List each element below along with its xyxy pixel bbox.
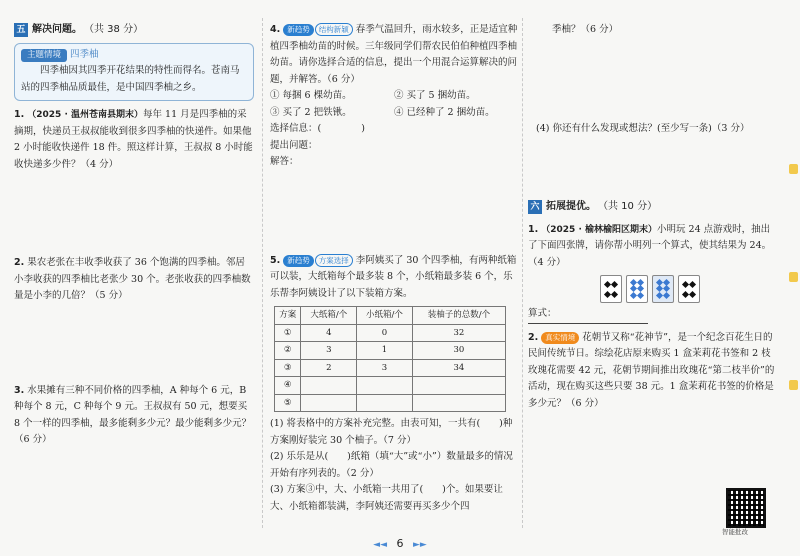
trend-tag: 新趋势 xyxy=(283,24,314,36)
column-header: 小纸箱/个 xyxy=(357,307,413,325)
table-cell-blank[interactable] xyxy=(412,394,505,412)
section-5-number: 五 xyxy=(14,23,28,37)
ask-label: 提出问题： xyxy=(270,139,318,151)
table-header-row xyxy=(275,307,506,325)
table-cell: ⑤ xyxy=(275,394,301,412)
playing-card-club-5 xyxy=(678,275,700,303)
section-6-header xyxy=(528,199,778,216)
select-close: ) xyxy=(361,123,365,134)
question-3 xyxy=(14,383,254,449)
table-cell: ④ xyxy=(275,377,301,395)
side-tab-marker xyxy=(789,164,798,174)
real-context-tag: 真实情境 xyxy=(541,332,579,344)
table-cell-blank[interactable] xyxy=(301,377,357,395)
answer-space[interactable] xyxy=(14,305,254,377)
side-tab-marker xyxy=(789,380,798,390)
question-5 xyxy=(270,253,518,516)
table-cell-blank[interactable] xyxy=(357,377,413,395)
question-number: 2. xyxy=(528,331,539,343)
section-5-title: 解决问题。 xyxy=(32,24,82,35)
info-options xyxy=(270,88,518,121)
sub-question-1: (1) 将表格中的方案补充完整。由表可知，一共有( )种方案刚好装完 30 个柚子。（7 分） xyxy=(270,418,513,446)
question-6-1 xyxy=(528,222,778,324)
question-text: 果农老张在丰收季收获了 36 个饱满的四季柚。邻居小李收获的四季柚比老张少 30 个。老张收获的四季柚数量是小李的几倍？（5 分） xyxy=(14,257,251,301)
table-cell: 4 xyxy=(301,324,357,342)
playing-card-spade-4 xyxy=(600,275,622,303)
prev-page-icon[interactable]: ◄◄ xyxy=(373,540,387,550)
table-cell: 3 xyxy=(357,359,413,377)
next-page-icon[interactable]: ►► xyxy=(413,540,427,550)
theme-title: 四季柚 xyxy=(70,48,99,60)
question-number: 1. xyxy=(528,223,539,235)
table-cell: ① xyxy=(275,324,301,342)
question-text: 春季气温回升，雨水较多，正是适宜种植四季柚幼苗的时候。三年级同学们帮农民伯伯种植四季柚幼苗。请你选择合适的信息，提出一个用混合运算解决的问题，并解答。（6 分） xyxy=(270,24,518,85)
question-source: （2025 · 温州苍南县期末） xyxy=(27,110,144,120)
question-text: 小明玩 24 点游戏时，抽出了下面四张牌，请你帮小明列一个算式，使其结果为 24。（4 分） xyxy=(528,223,772,268)
question-text: 每年 11 月是四季柚的采摘期，快递员王叔叔能收到很多四季柚的快递件。如果他 2 小时能收快递件 18 件。照这样计算，王叔叔 8 小时能收快递多少件？（4 分） xyxy=(14,109,253,170)
select-line xyxy=(270,121,518,138)
column-divider xyxy=(522,18,524,528)
table-cell-blank[interactable] xyxy=(357,394,413,412)
question-text: 李阿姨买了 30 个四季柚，有两种纸箱可以装，大纸箱每个最多装 8 个，小纸箱最多装 6 个，乐乐帮李阿姨设计了以下装箱方案。 xyxy=(270,254,517,299)
column-header: 大纸箱/个 xyxy=(301,307,357,325)
section-5-score: （共 38 分） xyxy=(84,24,144,35)
question-4 xyxy=(270,22,518,171)
column-divider xyxy=(262,18,264,528)
table-cell: 32 xyxy=(412,324,505,342)
qr-code[interactable] xyxy=(726,488,766,528)
playing-card-diamond-6 xyxy=(652,275,674,303)
question-2 xyxy=(14,255,254,305)
question-1 xyxy=(14,107,254,173)
middle-column xyxy=(270,22,518,515)
question-number: 4. xyxy=(270,24,281,35)
playing-cards xyxy=(600,275,778,303)
theme-label: 主题情境 xyxy=(21,49,67,62)
table-row xyxy=(275,394,506,412)
info-option: ① 每捆 6 棵幼苗。 xyxy=(270,90,352,101)
table-cell: 30 xyxy=(412,342,505,360)
question-6-2 xyxy=(528,330,778,413)
answer-space[interactable] xyxy=(270,171,518,247)
page-footer xyxy=(0,537,800,550)
table-cell: 3 xyxy=(301,342,357,360)
table-row xyxy=(275,324,506,342)
table-cell: 0 xyxy=(357,324,413,342)
formula-line[interactable] xyxy=(528,306,648,324)
question-number: 1. xyxy=(14,109,25,120)
question-source: （2025 · 榆林榆阳区期末） xyxy=(541,224,658,235)
sub-question-3: (3) 方案③中，大、小纸箱一共用了( )个。如果要让大、小纸箱都装满，李阿姨还需要再买多少个四 xyxy=(270,484,503,512)
info-option: ④ 已经种了 2 捆幼苗。 xyxy=(394,106,495,118)
table-row xyxy=(275,342,506,360)
trend-tag: 新趋势 xyxy=(283,255,314,267)
sub-question-3-continued: 季柚？（6 分） xyxy=(552,24,619,35)
table-cell: ③ xyxy=(275,359,301,377)
type-tag: 结构新颖 xyxy=(315,23,353,36)
page-number: 6 xyxy=(396,537,404,550)
right-column xyxy=(528,22,778,412)
section-6-title: 拓展提优。 xyxy=(546,201,596,212)
question-text: 水果摊有三种不同价格的四季柚，A 种每个 6 元，B 种每个 8 元，C 种每个 9 元。王叔叔有 50 元，想要买 8 个一样的四季柚，最多能剩多少元？最少能剩多少元？（6 分） xyxy=(14,384,252,445)
theme-box xyxy=(14,43,254,102)
section-6-score: （共 10 分） xyxy=(598,201,658,212)
table-cell: ② xyxy=(275,342,301,360)
sub-question-4: (4) 你还有什么发现或想法？(至少写一条)（3 分） xyxy=(536,122,750,134)
question-number: 2. xyxy=(14,257,25,268)
table-cell: 1 xyxy=(357,342,413,360)
section-5-header xyxy=(14,22,254,39)
info-option: ③ 买了 2 把铁锹。 xyxy=(270,106,352,118)
left-column xyxy=(14,22,254,449)
side-tab-marker xyxy=(789,272,798,282)
table-cell-blank[interactable] xyxy=(412,377,505,395)
table-row xyxy=(275,359,506,377)
column-header: 方案 xyxy=(275,307,301,325)
sub-question-2: (2) 乐乐是从( )纸箱（填“大”或“小”）数量最多的情况开始有序列表的。（2 分） xyxy=(270,451,513,479)
plan-table xyxy=(274,306,506,412)
question-number: 5. xyxy=(270,254,281,266)
section-6-number: 六 xyxy=(528,200,542,214)
info-option: ② 买了 5 捆幼苗。 xyxy=(394,90,476,101)
table-cell: 34 xyxy=(412,359,505,377)
type-tag: 方案选择 xyxy=(315,254,353,267)
answer-space[interactable] xyxy=(14,173,254,249)
question-text: 花朝节又称“花神节”，是一个纪念百花生日的民间传统节日。综绘花店原来购买 1 盒茉莉花书签和 2 枝玫瑰花需要 42 元，花朝节期间推出玫瑰花“第二枝半价”的活动，现在购买这些只要 38 元。1 盒茉莉花书签的价格是多少元？（6 分） xyxy=(528,331,775,409)
table-cell-blank[interactable] xyxy=(301,394,357,412)
playing-card-diamond-6 xyxy=(626,275,648,303)
question-number: 3. xyxy=(14,384,25,396)
formula-label: 算式： xyxy=(528,308,557,319)
column-header: 装柚子的总数/个 xyxy=(412,307,505,325)
qr-label: 智能批改 xyxy=(722,528,748,536)
answer-label: 解答： xyxy=(270,156,299,167)
answer-space[interactable] xyxy=(528,39,778,121)
theme-text: 四季柚因其四季开花结果的特性而得名。苍南马站的四季柚品质最佳，是中国四季柚之乡。 xyxy=(21,65,240,93)
select-label: 选择信息：( xyxy=(270,123,322,134)
table-row xyxy=(275,377,506,395)
table-cell: 2 xyxy=(301,359,357,377)
answer-space[interactable] xyxy=(528,137,778,199)
